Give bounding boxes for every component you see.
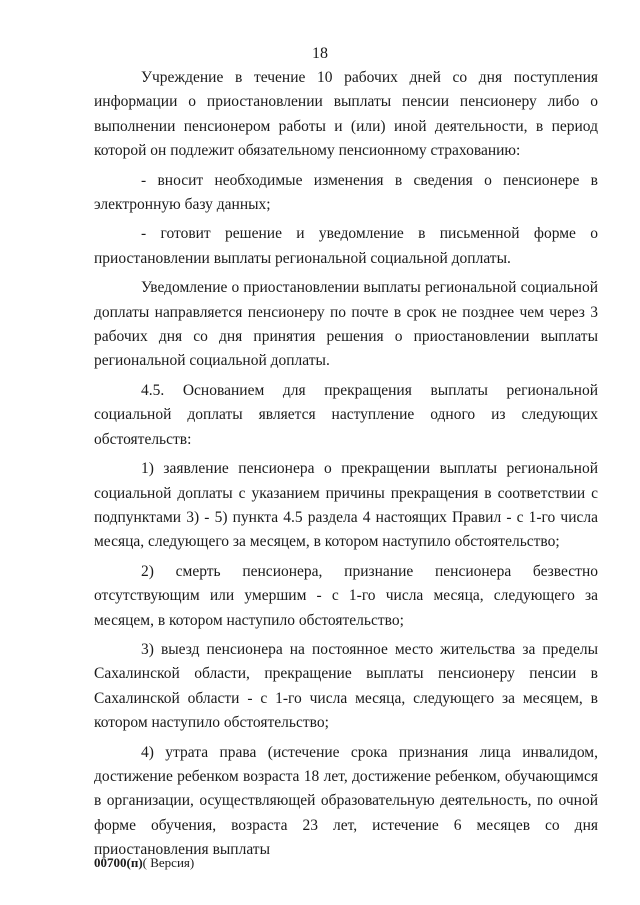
page-number: 18 — [312, 45, 328, 62]
document-code: 00700(п) — [94, 855, 143, 870]
document-version: ( Версия) — [142, 855, 195, 870]
document-body — [94, 66, 598, 868]
document-footer — [94, 855, 194, 871]
paragraph-notification: Уведомление о приостановлении выплаты региональной социальной доплаты направляется пенсионеру по почте в срок не позднее чем через 3 рабочих дня со дня принятия решения о приостановлении выплаты региональной социальной доплаты. — [94, 279, 598, 370]
paragraph-item-4: 4) утрата права (истечение срока признания лица инвалидом, достижение ребенком возраста 18 лет, достижение ребенком, обучающимся в организации, осуществляющей образовательную деятельность, по очной форме обучения, возраста 23 лет, истечение 6 месяцев со дня приостановления выплаты — [94, 743, 598, 859]
paragraph-institution-notice: Учреждение в течение 10 рабочих дней со дня поступления информации о приостановлении выплаты пенсии пенсионеру либо о выполнении пенсионером работы и (или) иной деятельности, в период которой он подлежит обязательному пенсионному страхованию: — [94, 69, 598, 160]
paragraph-item-1: 1) заявление пенсионера о прекращении выплаты региональной социальной доплаты с указанием причины прекращения в соответствии с подпунктами 3) - 5) пункта 4.5 раздела 4 настоящих Правил - с 1-го числа месяца, следующего за месяцем, в котором наступило обстоятельство; — [94, 460, 598, 551]
paragraph-item-2: 2) смерть пенсионера, признание пенсионера безвестно отсутствующим или умершим - с 1-го числа месяца, следующего за месяцем, в котором наступило обстоятельство; — [94, 562, 598, 629]
paragraph-section-4-5: 4.5. Основанием для прекращения выплаты региональной социальной доплаты является наступление одного из следующих обстоятельств: — [94, 381, 598, 448]
paragraph-database-changes: - вносит необходимые изменения в сведения о пенсионере в электронную базу данных; — [94, 171, 598, 214]
paragraph-decision-prep: - готовит решение и уведомление в письменной форме о приостановлении выплаты региональной социальной доплаты. — [94, 225, 598, 267]
paragraph-item-3: 3) выезд пенсионера на постоянное место жительства за пределы Сахалинской области, прекращение выплаты пенсионеру пенсии в Сахалинской области - с 1-го числа месяца, следующего за месяцем, в котором наступило обстоятельство; — [94, 640, 598, 732]
